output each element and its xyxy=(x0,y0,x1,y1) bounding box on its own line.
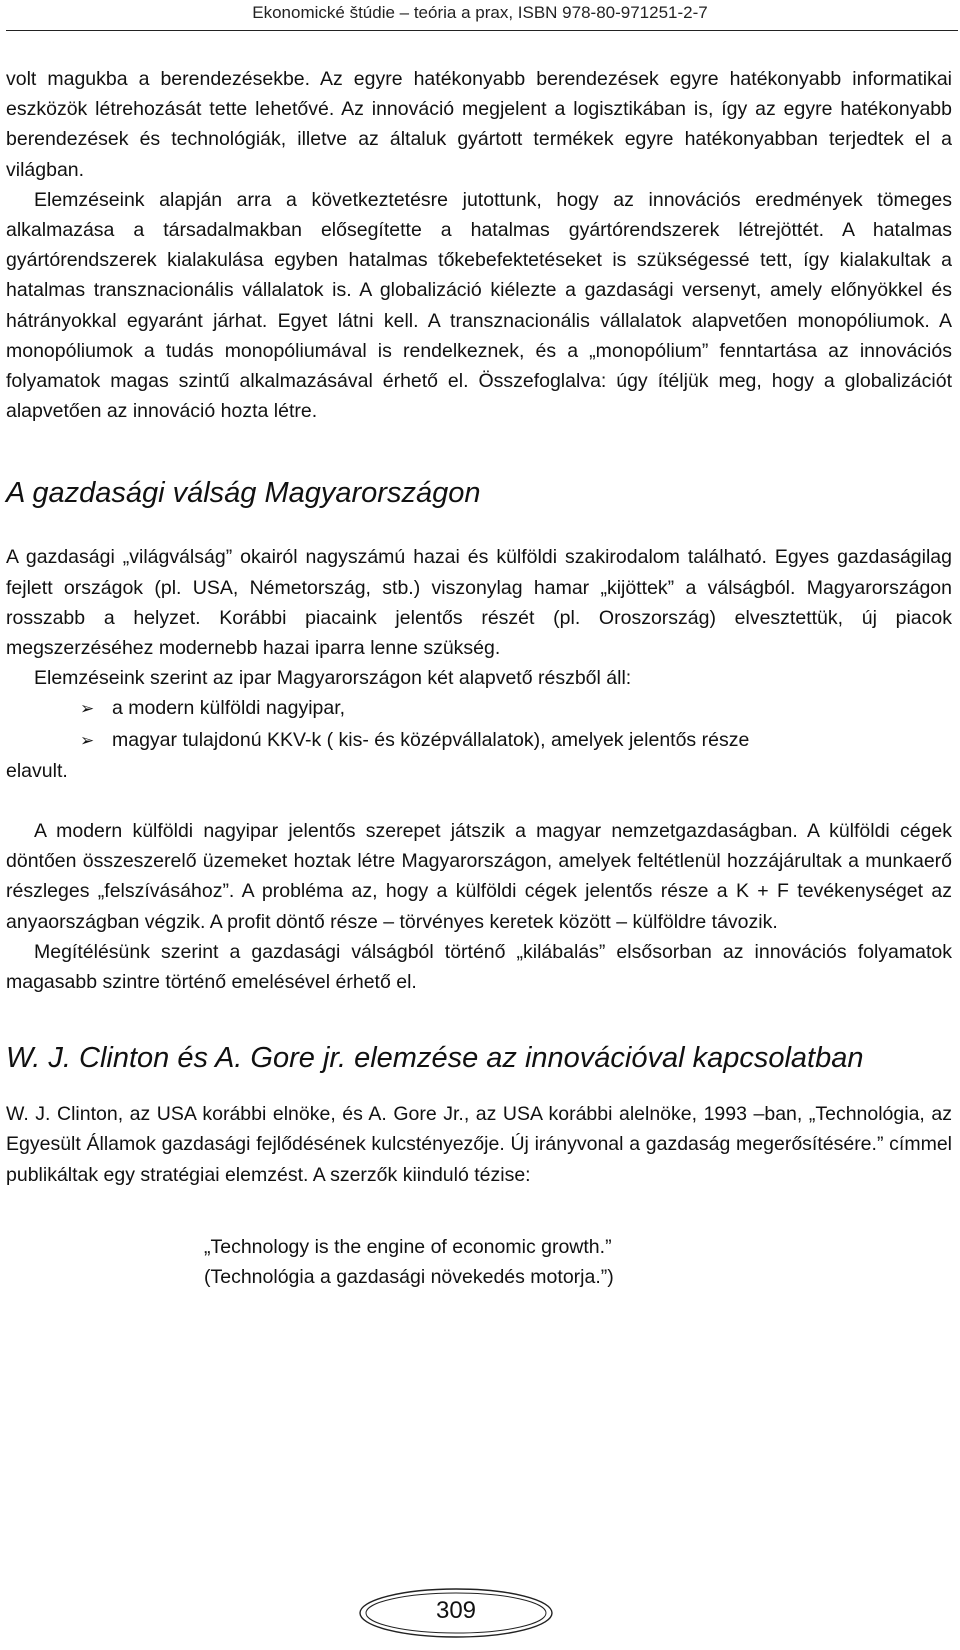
list-item-continuation: elavult. xyxy=(6,759,68,782)
paragraph-world-crisis: A gazdasági „világválság” okairól nagyszámú hazai és külföldi szakirodalom található. Egyes gazdaságilag fejlett országok (pl. USA, Németország, stb.) viszonylag hamar „kijöttek” a válságból. Magyarországon rosszabb a helyzet. Korábbi piacaink jelentős részét (pl. Oroszország) elvesztettük, új piacok megszerzéséhez modernebb hazai iparra lenne szükség. xyxy=(6,546,952,660)
page-number-badge xyxy=(356,1585,556,1641)
list-item xyxy=(80,693,952,724)
paragraph-globalization: Elemzéseink alapján arra a következtetésre jutottunk, hogy az innovációs eredmények tömeges alkalmazása a társadalmakban elősegítette a hatalmas gyártórendszerek létrejöttét. A hatalmas gyártórendszerek kialakulása egyben hatalmas tőkebefektetéseket is szükségessé tett, így kialakultak a hatalmas transznacionális vállalatok is. A globalizáció kiélezte a gazdasági versenyt, amely előnyökkel és hátrányokkal egyaránt járhat. Egyet látni kell. A transznacionális vállalatok alapvetően monopóliumok. A monopóliumok a tudás monopóliumával is rendelkeznek, és a „monopólium” fenntartása az innovációs folyamatok magas szintű alkalmazásával érhető el. Összefoglalva: úgy ítéljük meg, hogy a globalizációt alapvetően az innováció hozta létre. xyxy=(6,188,952,423)
list-item xyxy=(80,725,952,756)
quote-hungarian: (Technológia a gazdasági növekedés motorja.”) xyxy=(204,1266,614,1289)
paragraph-industry-parts: Elemzéseink szerint az ipar Magyarországon két alapvető részből áll: xyxy=(34,667,632,690)
section-heading-economic-crisis: A gazdasági válság Magyarországon xyxy=(6,477,481,510)
page-number: 309 xyxy=(435,1597,477,1624)
paragraph-innovation-logistics: volt magukba a berendezésekbe. Az egyre hatékonyabb berendezések egyre hatékonyabb informatikai eszközök létrehozását tette lehetővé. Az innováció megjelent a logisztikában is, így az egyre hatékonyabb berendezések és technológiák, illetve az általuk gyártott termékek egyre hatékonyabban terjedtek el a világban. xyxy=(6,68,952,181)
page-body xyxy=(6,64,952,1292)
paragraph-foreign-industry: A modern külföldi nagyipar jelentős szerepet játszik a magyar nemzetgazdaságban. A külföldi cégek döntően összeszerelő üzemeket hoztak létre Magyarországon, amelyek feltétlenül hozzájárultak a munkaerő részleges „felszívásához”. A probléma az, hogy a külföldi cégek jelentős része a K + F tevékenységet az anyaországban végzik. A profit döntő része – törvényes keretek között – külföldre távozik. xyxy=(6,820,952,933)
header-divider xyxy=(6,30,958,31)
list-item-text: a modern külföldi nagyipar, xyxy=(112,697,346,720)
running-header: Ekonomické štúdie – teória a prax, ISBN 978-80-971251-2-7 xyxy=(252,3,708,22)
list-item-text: magyar tulajdonú KKV-k ( kis- és középvállalatok), amelyek jelentős része xyxy=(112,728,750,751)
paragraph-clinton-gore: W. J. Clinton, az USA korábbi elnöke, és A. Gore Jr., az USA korábbi alelnöke, 1993 –ban, „Technológia, az Egyesült Államok gazdasági fejlődésének kulcstényezője. Új irányvonal a gazdaság megerősítésére.” címmel publikáltak egy stratégiai elemzést. A szerzők kiinduló tézise: xyxy=(6,1103,952,1186)
section-heading-clinton-gore: W. J. Clinton és A. Gore jr. elemzése az innovációval kapcsolatban xyxy=(6,1042,864,1075)
arrow-bullet-icon: ➢ xyxy=(80,730,95,750)
arrow-bullet-icon: ➢ xyxy=(80,699,95,719)
quote-english: „Technology is the engine of economic growth.” xyxy=(204,1235,612,1258)
paragraph-recovery: Megítélésünk szerint a gazdasági válságból történő „kilábalás” elsősorban az innovációs folyamatok magasabb szintre történő emelésével érhető el. xyxy=(6,940,952,994)
